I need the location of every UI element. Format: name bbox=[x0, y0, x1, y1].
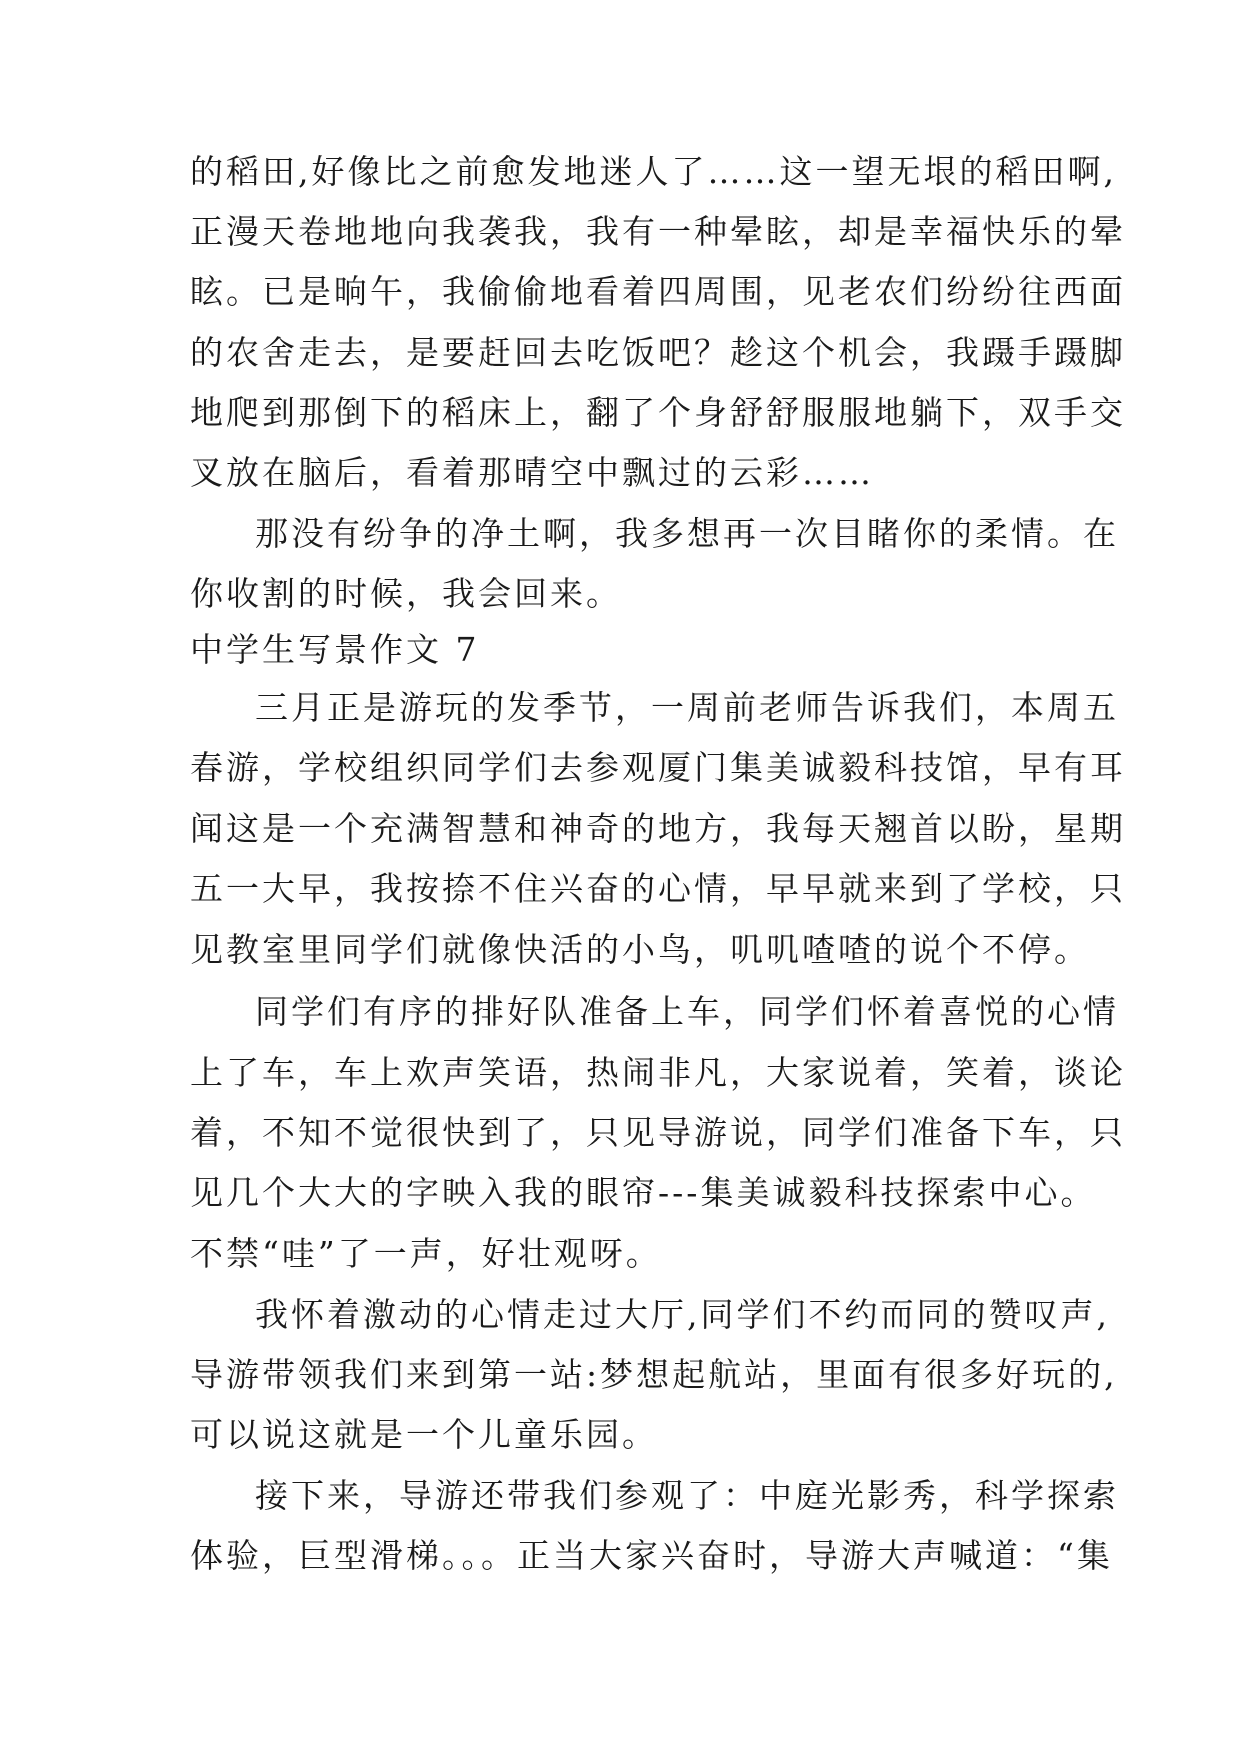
text-line: 五一大早，我按捺不住兴奋的心情，早早就来到了学校，只 bbox=[190, 869, 1126, 908]
text-line: 可以说这就是一个儿童乐园。 bbox=[190, 1415, 658, 1454]
text-line: 体验，巨型滑梯。。。正当大家兴奋时，导游大声喊道：“集 bbox=[190, 1536, 1113, 1575]
text-line: 同学们有序的排好队准备上车，同学们怀着喜悦的心情 bbox=[255, 992, 1119, 1031]
text-line: 着，不知不觉很快到了，只见导游说，同学们准备下车，只 bbox=[190, 1113, 1126, 1152]
text-line: 见几个大大的字映入我的眼帘---集美诚毅科技探索中心。 bbox=[190, 1173, 1097, 1212]
text-line: 闻这是一个充满智慧和神奇的地方，我每天翘首以盼，星期 bbox=[190, 809, 1126, 848]
text-line: 春游，学校组织同学们去参观厦门集美诚毅科技馆，早有耳 bbox=[190, 748, 1126, 787]
text-line: 的稻田,好像比之前愈发地迷人了……这一望无垠的稻田啊, bbox=[190, 152, 1117, 191]
text-line: 正漫天卷地地向我袭我，我有一种晕眩，却是幸福快乐的晕 bbox=[190, 212, 1126, 251]
text-line: 三月正是游玩的发季节，一周前老师告诉我们，本周五 bbox=[255, 688, 1119, 727]
text-line: 眩。已是晌午，我偷偷地看着四周围，见老农们纷纷往西面 bbox=[190, 272, 1126, 311]
text-line: 见教室里同学们就像快活的小鸟，叽叽喳喳的说个不停。 bbox=[190, 930, 1090, 969]
text-line: 叉放在脑后，看着那晴空中飘过的云彩…… bbox=[190, 453, 874, 492]
text-line: 不禁“哇”了一声，好壮观呀。 bbox=[190, 1234, 662, 1273]
text-line: 接下来，导游还带我们参观了：中庭光影秀，科学探索 bbox=[255, 1476, 1119, 1515]
text-line: 那没有纷争的净土啊，我多想再一次目睹你的柔情。在 bbox=[255, 514, 1119, 553]
text-line: 上了车，车上欢声笑语，热闹非凡，大家说着，笑着，谈论 bbox=[190, 1053, 1126, 1092]
section-heading: 中学生写景作文 7 bbox=[190, 630, 480, 669]
text-line: 导游带领我们来到第一站:梦想起航站，里面有很多好玩的, bbox=[190, 1355, 1118, 1394]
text-line: 我怀着激动的心情走过大厅,同学们不约而同的赞叹声, bbox=[255, 1295, 1110, 1334]
text-line: 你收割的时候，我会回来。 bbox=[190, 574, 622, 613]
text-line: 地爬到那倒下的稻床上，翻了个身舒舒服服地躺下，双手交 bbox=[190, 393, 1126, 432]
text-line: 的农舍走去，是要赶回去吃饭吧？趁这个机会，我蹑手蹑脚 bbox=[190, 333, 1126, 372]
